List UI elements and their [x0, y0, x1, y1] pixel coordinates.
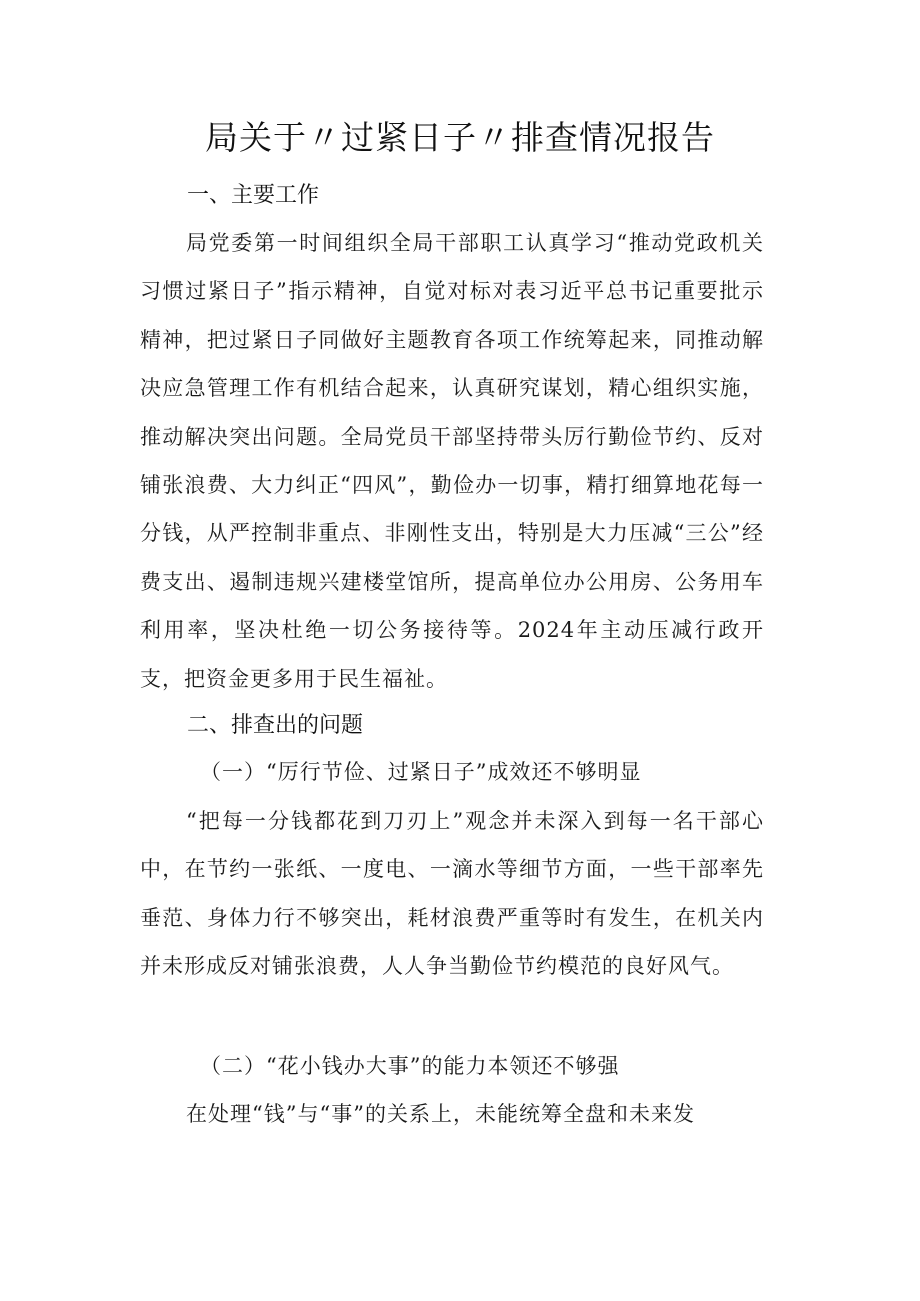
section-heading-main-work: 一、主要工作	[187, 183, 320, 208]
paragraph-main-work: 局党委第一时间组织全局干部职工认真学习“推动党政机关习惯过紧日子”指示精神，自觉对标对表习近平总书记重要批示精神，把过紧日子同做好主题教育各项工作统筹起来，同推动解决应急管理工作有机结合起来，认真研究谋划，精心组织实施，推动解决突出问题。全局党员干部坚持带头厉行勤俭节约、反对铺张浪费、大力纠正“四风”，勤俭办一切事，精打细算地花每一分钱，从严控制非重点、非刚性支出，特别是大力压减“三公”经费支出、遏制违规兴建楼堂馆所，提高单位办公用房、公务用车利用率，坚决杜绝一切公务接待等。2024年主动压减行政开支，把资金更多用于民生福祉。	[140, 231, 764, 691]
section-heading-problems: 二、排查出的问题	[187, 713, 364, 738]
paragraph-thrift-effect: “把每一分钱都花到刀刃上”观念并未深入到每一名干部心中，在节约一张纸、一度电、一滴水等细节方面，一些干部率先垂范、身体力行不够突出，耗材浪费严重等时有发生，在机关内并未形成反对铺张浪费，人人争当勤俭节约模范的良好风气。	[140, 809, 764, 979]
paragraph-spending-capability: 在处理“钱”与“事”的关系上，未能统筹全盘和未来发	[186, 1102, 695, 1126]
subheading-thrift-effect: （一）“厉行节俭、过紧日子”成效还不够明显	[200, 760, 642, 784]
page-title: 局关于〃过紧日子〃排查情况报告	[205, 118, 715, 157]
subheading-spending-capability: （二）“花小钱办大事”的能力本领还不够强	[200, 1054, 620, 1078]
